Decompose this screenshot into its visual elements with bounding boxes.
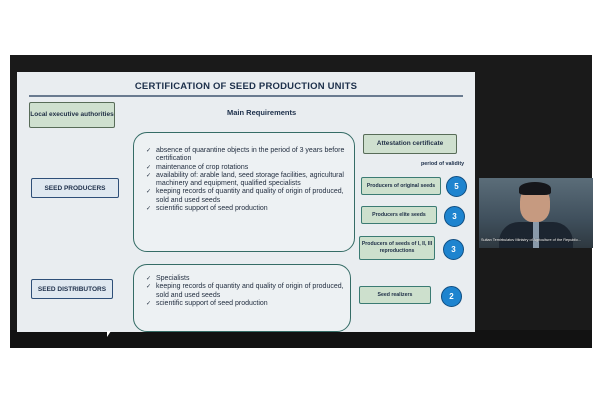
seed-distributors-requirements-list [146, 275, 346, 308]
slide-title: CERTIFICATION OF SEED PRODUCTION UNITS [134, 81, 358, 92]
participant-tie [533, 222, 539, 248]
certificate-seed-realizers: Seed realizers [359, 286, 431, 304]
requirement-item: ✓ scientific support of seed production [146, 300, 346, 308]
title-divider [29, 95, 463, 97]
seed-producers-requirements-box [133, 132, 355, 252]
seed-producers-box: SEED PRODUCERS [31, 178, 119, 198]
validity-badge-elite-seeds: 3 [444, 206, 465, 227]
certificate-elite-seeds: Producers elite seeds [361, 206, 437, 224]
certificate-original-seeds: Producers of original seeds [361, 177, 441, 195]
seed-distributors-box: SEED DISTRIBUTORS [31, 279, 113, 299]
participant-hair [519, 182, 551, 195]
validity-badge-seed-realizers: 2 [441, 286, 462, 307]
requirement-item: ✓ keeping records of quantity and quality of origin of produced, sold and used seeds [146, 283, 346, 300]
requirement-item: ✓ scientific support of seed production [146, 205, 348, 213]
mouse-cursor-icon [107, 331, 113, 337]
validity-badge-original-seeds: 5 [446, 176, 467, 197]
local-authorities-box: Local executive authorities [29, 102, 115, 128]
certificate-reproduction-seeds: Producers of seeds of I, II, III reproductions [359, 236, 435, 260]
requirement-item: ✓ absence of quarantine objects in the period of 3 years before certification [146, 147, 348, 164]
requirement-item: ✓ Specialists [146, 275, 346, 283]
attestation-certificate-box: Attestation certificate [363, 134, 457, 154]
requirement-item: ✓ maintenance of crop rotations [146, 164, 348, 172]
requirement-item: ✓ keeping records of quantity and quality of origin of produced, sold and used seeds [146, 188, 348, 205]
period-of-validity-label: period of validity [421, 161, 465, 167]
participant-name-caption: Sultan Temirbulatov Ministry of Agriculture of the Republic... [481, 238, 582, 242]
validity-badge-reproduction-seeds: 3 [443, 239, 464, 260]
requirement-item: ✓ availability of: arable land, seed storage facilities, agricultural machinery and equipment, qualified specialists [146, 172, 348, 189]
screen-bottom-bar [10, 330, 592, 348]
seed-distributors-requirements-box [133, 264, 351, 332]
slide [17, 72, 475, 332]
main-requirements-heading: Main Requirements [227, 108, 297, 117]
participant-video-tile[interactable] [479, 178, 593, 248]
seed-producers-requirements-list [146, 147, 348, 213]
